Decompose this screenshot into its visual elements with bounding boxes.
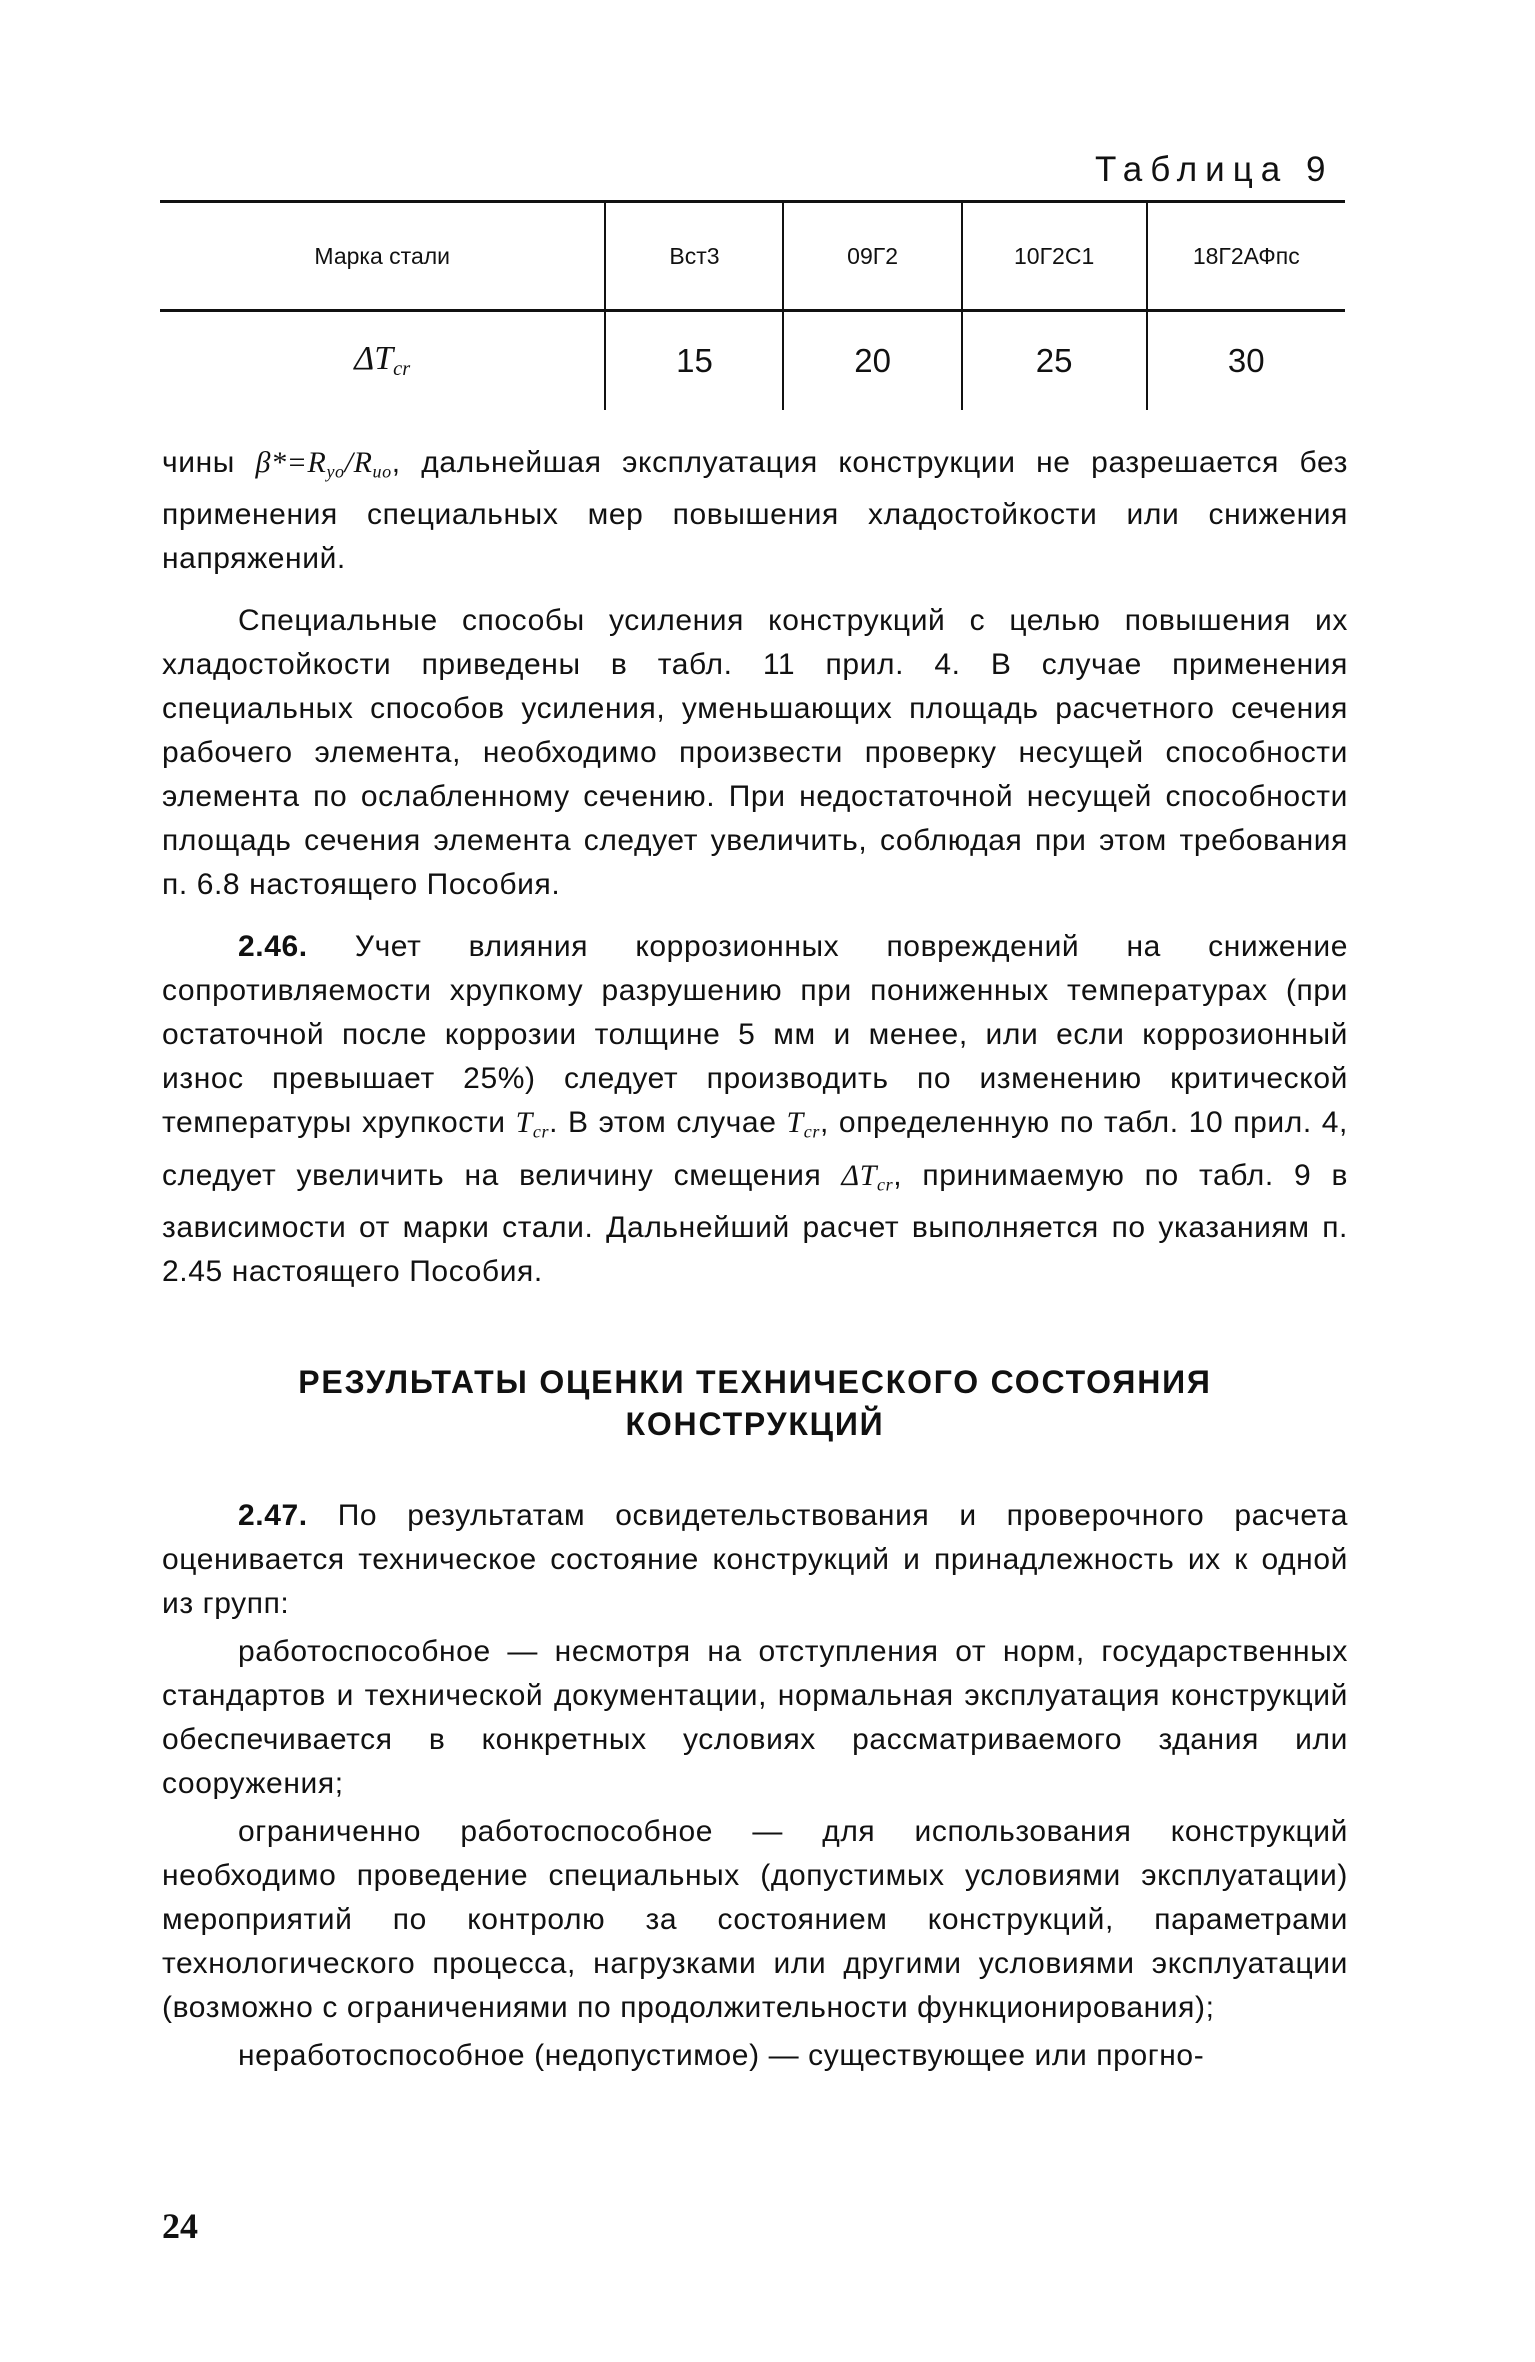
section-number-2-46: 2.46. [238,930,308,964]
section-number-2-47: 2.47. [238,1499,308,1532]
header-cell-steel-grade: Марка стали [160,202,605,311]
page-number: 24 [162,2206,198,2246]
para3-text-c: , определенную по табл. 10 прил. 4, следует увеличить на величину смещения [162,1106,1348,1192]
header-cell-18g2afps: 18Г2АФпс [1147,202,1345,311]
tcr-symbol-2 [786,1106,820,1142]
dt-main: ΔT [841,1158,878,1192]
steel-grade-table [160,200,1345,410]
header-cell-09g2: 09Г2 [783,202,961,311]
row-label-main: ΔT [354,340,394,378]
tcr2-sub: cr [803,1121,820,1142]
para3-text-a: Учет влияния коррозионных повреждений на снижение сопротивляемости хрупкому разрушению при пониженных температурах (при остаточной после коррозии толщине 5 мм и менее, или если коррозионный износ превышает 25%) следует производить по изменению критической температуры хрупкости [162,930,1348,1140]
dt-sub: cr [877,1174,894,1195]
value-cell-vst3: 15 [605,311,783,411]
formula-eq: = [286,446,308,479]
para3-text-d: , принимаемую по табл. 9 в зависимости от марки стали. Дальнейший расчет выполняется по указаниям п. 2.45 настоящего Пособия. [162,1158,1348,1289]
para1-rest: , дальнейшая эксплуатация конструкции не разрешается без применения специальных мер повышения хладостойкости или снижения напряжений. [162,446,1348,576]
formula-slash: / [344,446,354,479]
paragraph-2-47 [162,1494,1348,1626]
formula-r2: R [353,446,373,479]
row-label-delta-tcr [160,311,605,411]
para3-text-b: . В этом случае [549,1106,787,1140]
paragraph-operable: работоспособное — несмотря на отступления от норм, государственных стандартов и технической документации, нормальная эксплуатация конструкций обеспечивается в конкретных условиях рассматриваемого здания или сооружения; [162,1635,1348,1800]
heading-line-1: РЕЗУЛЬТАТЫ ОЦЕНКИ ТЕХНИЧЕСКОГО СОСТОЯНИЯ [298,1364,1212,1400]
tcr-symbol [515,1106,550,1142]
text-block-upper [162,441,1348,1294]
beta-formula [255,446,392,482]
row-label-subscript: cr [393,358,411,381]
paragraph-limited-operable: ограниченно работоспособное — для использования конструкций необходимо проведение специальных (допустимых условиями эксплуатации) мероприятий по контролю за состоянием конструкций, параметрами технологического процесса, нагрузками или другими условиями эксплуатации (возможно с ограничениями по продолжительности функционирования); [162,1815,1348,2024]
paragraph-2-46 [162,925,1348,1294]
value-cell-10g2s1: 25 [962,311,1147,411]
formula-beta: β* [255,446,287,479]
section-heading [162,1361,1348,1445]
header-cell-10g2s1: 10Г2С1 [962,202,1147,311]
header-cell-vst3: Вст3 [605,202,783,311]
value-cell-09g2: 20 [783,311,961,411]
value-cell-18g2afps: 30 [1147,311,1345,411]
heading-line-2: КОНСТРУКЦИЙ [625,1406,885,1442]
table-values-row [160,311,1345,411]
table-caption: Таблица 9 [1095,150,1334,189]
paragraph-continuation [162,441,1348,581]
formula-r1: R [307,446,327,479]
formula-r2-sub: uo [372,461,392,482]
para4-text: По результатам освидетельствования и проверочного расчета оценивается техническое состояние конструкций и принадлежность их к одной из групп: [162,1499,1348,1620]
delta-tcr-symbol [841,1158,894,1195]
formula-r1-sub: yo [326,461,345,482]
table-header-row [160,202,1345,311]
para1-lead: чины [162,446,256,479]
paragraph-reinforcement: Специальные способы усиления конструкций с целью повышения их хладостойкости приведены в табл. 11 прил. 4. В случае применения специальных способов усиления, уменьшающих площадь расчетного сечения рабочего элемента, необходимо произвести проверку несущей способности элемента по ослабленному сечению. При недостаточной несущей способности площадь сечения элемента следует увеличить, соблюдая при этом требования п. 6.8 настоящего Пособия. [162,604,1348,902]
tcr2-main: T [786,1106,804,1140]
tcr-main: T [515,1106,533,1140]
paragraph-inoperable: неработоспособное (недопустимое) — существующее или прогно- [238,2039,1205,2072]
text-block-lower [162,1494,1348,2078]
tcr-sub: cr [532,1121,550,1142]
